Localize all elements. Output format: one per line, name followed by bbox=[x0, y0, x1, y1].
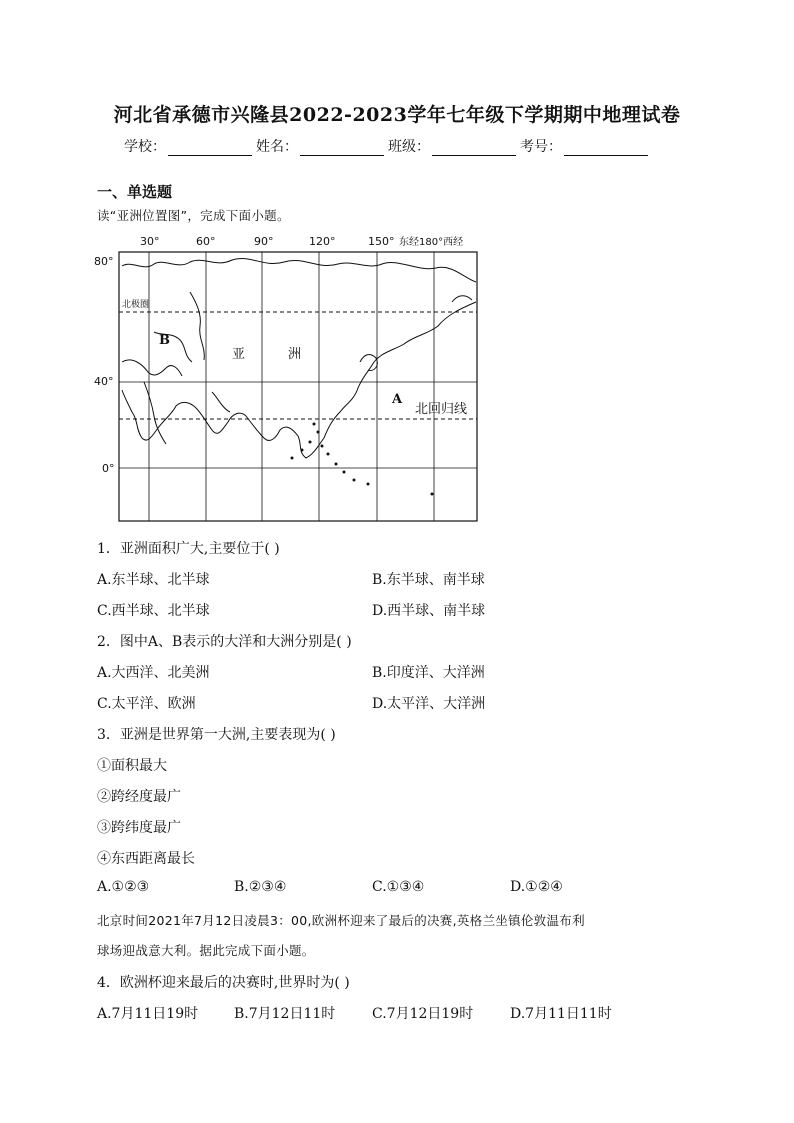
q1-option-a[interactable]: A.东半球、北半球 bbox=[97, 572, 210, 588]
lon-label-90: 90° bbox=[254, 235, 274, 248]
page-title: 河北省承德市兴隆县2022-2023学年七年级下学期期中地理试卷 bbox=[113, 104, 681, 126]
lon-label-60: 60° bbox=[196, 235, 216, 248]
intro-euro-line2: 球场迎战意大利。据此完成下面小题。 bbox=[97, 943, 315, 958]
q2-option-c[interactable]: C.太平洋、欧洲 bbox=[97, 696, 196, 712]
label-zhou: 洲 bbox=[288, 347, 302, 362]
label-A: A bbox=[392, 392, 403, 407]
class-blank bbox=[432, 141, 516, 156]
school-blank bbox=[168, 141, 252, 156]
q1-stem: 1．亚洲面积广大,主要位于( ) bbox=[97, 541, 280, 557]
q3-item-4: ④东西距离最长 bbox=[97, 851, 195, 867]
islands bbox=[291, 423, 434, 496]
arctic-circle-label: 北极圈 bbox=[122, 300, 150, 310]
number-blank bbox=[564, 141, 648, 156]
lon-label-180: 东经180°西经 bbox=[399, 237, 464, 248]
q4-option-a[interactable]: A.7月11日19时 bbox=[97, 1006, 199, 1022]
section-heading: 一、单选题 bbox=[97, 183, 173, 201]
q4-stem: 4．欧洲杯迎来最后的决赛时,世界时为( ) bbox=[97, 975, 350, 991]
lat-label-0: 0° bbox=[102, 462, 115, 475]
class-label: 班级： bbox=[388, 139, 430, 155]
student-info-row bbox=[124, 136, 652, 156]
lon-label-120: 120° bbox=[309, 235, 336, 248]
label-B: B bbox=[159, 333, 170, 348]
asia-location-map bbox=[92, 232, 484, 526]
graticule bbox=[119, 252, 477, 521]
q1-option-c[interactable]: C.西半球、北半球 bbox=[97, 603, 210, 619]
intro-map: 读“亚洲位置图”，完成下面小题。 bbox=[97, 208, 290, 223]
q2-option-d[interactable]: D.太平洋、大洋洲 bbox=[372, 696, 486, 712]
q3-item-2: ②跨经度最广 bbox=[97, 789, 181, 805]
q3-item-1: ①面积最大 bbox=[97, 758, 167, 774]
lat-label-80: 80° bbox=[94, 255, 114, 268]
q3-option-d[interactable]: D.①②④ bbox=[510, 879, 563, 895]
label-ya: 亚 bbox=[232, 347, 246, 362]
q4-option-c[interactable]: C.7月12日19时 bbox=[372, 1006, 474, 1022]
q3-option-c[interactable]: C.①③④ bbox=[372, 879, 425, 895]
intro-euro-line1: 北京时间2021年7月12日凌晨3：00,欧洲杯迎来了最后的决赛,英格兰坐镇伦敦温布利 bbox=[97, 913, 585, 928]
q2-option-b[interactable]: B.印度洋、大洋洲 bbox=[372, 665, 485, 681]
q3-stem: 3．亚洲是世界第一大洲,主要表现为( ) bbox=[97, 727, 336, 743]
map-frame bbox=[119, 252, 477, 521]
lon-label-30: 30° bbox=[140, 235, 160, 248]
name-blank bbox=[300, 141, 384, 156]
school-label: 学校： bbox=[124, 139, 166, 155]
q3-option-b[interactable]: B.②③④ bbox=[234, 879, 287, 895]
q3-option-a[interactable]: A.①②③ bbox=[97, 879, 150, 895]
tropic-label: 北回归线 bbox=[415, 402, 468, 417]
lon-label-150: 150° bbox=[368, 235, 395, 248]
q3-item-3: ③跨纬度最广 bbox=[97, 820, 181, 836]
q2-stem: 2．图中A、B表示的大洋和大洲分别是( ) bbox=[97, 634, 352, 650]
q4-option-b[interactable]: B.7月12日11时 bbox=[234, 1006, 336, 1022]
q1-option-b[interactable]: B.东半球、南半球 bbox=[372, 572, 485, 588]
q1-option-d[interactable]: D.西半球、南半球 bbox=[372, 603, 486, 619]
name-label: 姓名： bbox=[256, 139, 298, 155]
q2-option-a[interactable]: A.大西洋、北美洲 bbox=[97, 665, 210, 681]
number-label: 考号： bbox=[520, 139, 562, 155]
lat-label-40: 40° bbox=[94, 375, 114, 388]
q4-option-d[interactable]: D.7月11日11时 bbox=[510, 1006, 612, 1022]
